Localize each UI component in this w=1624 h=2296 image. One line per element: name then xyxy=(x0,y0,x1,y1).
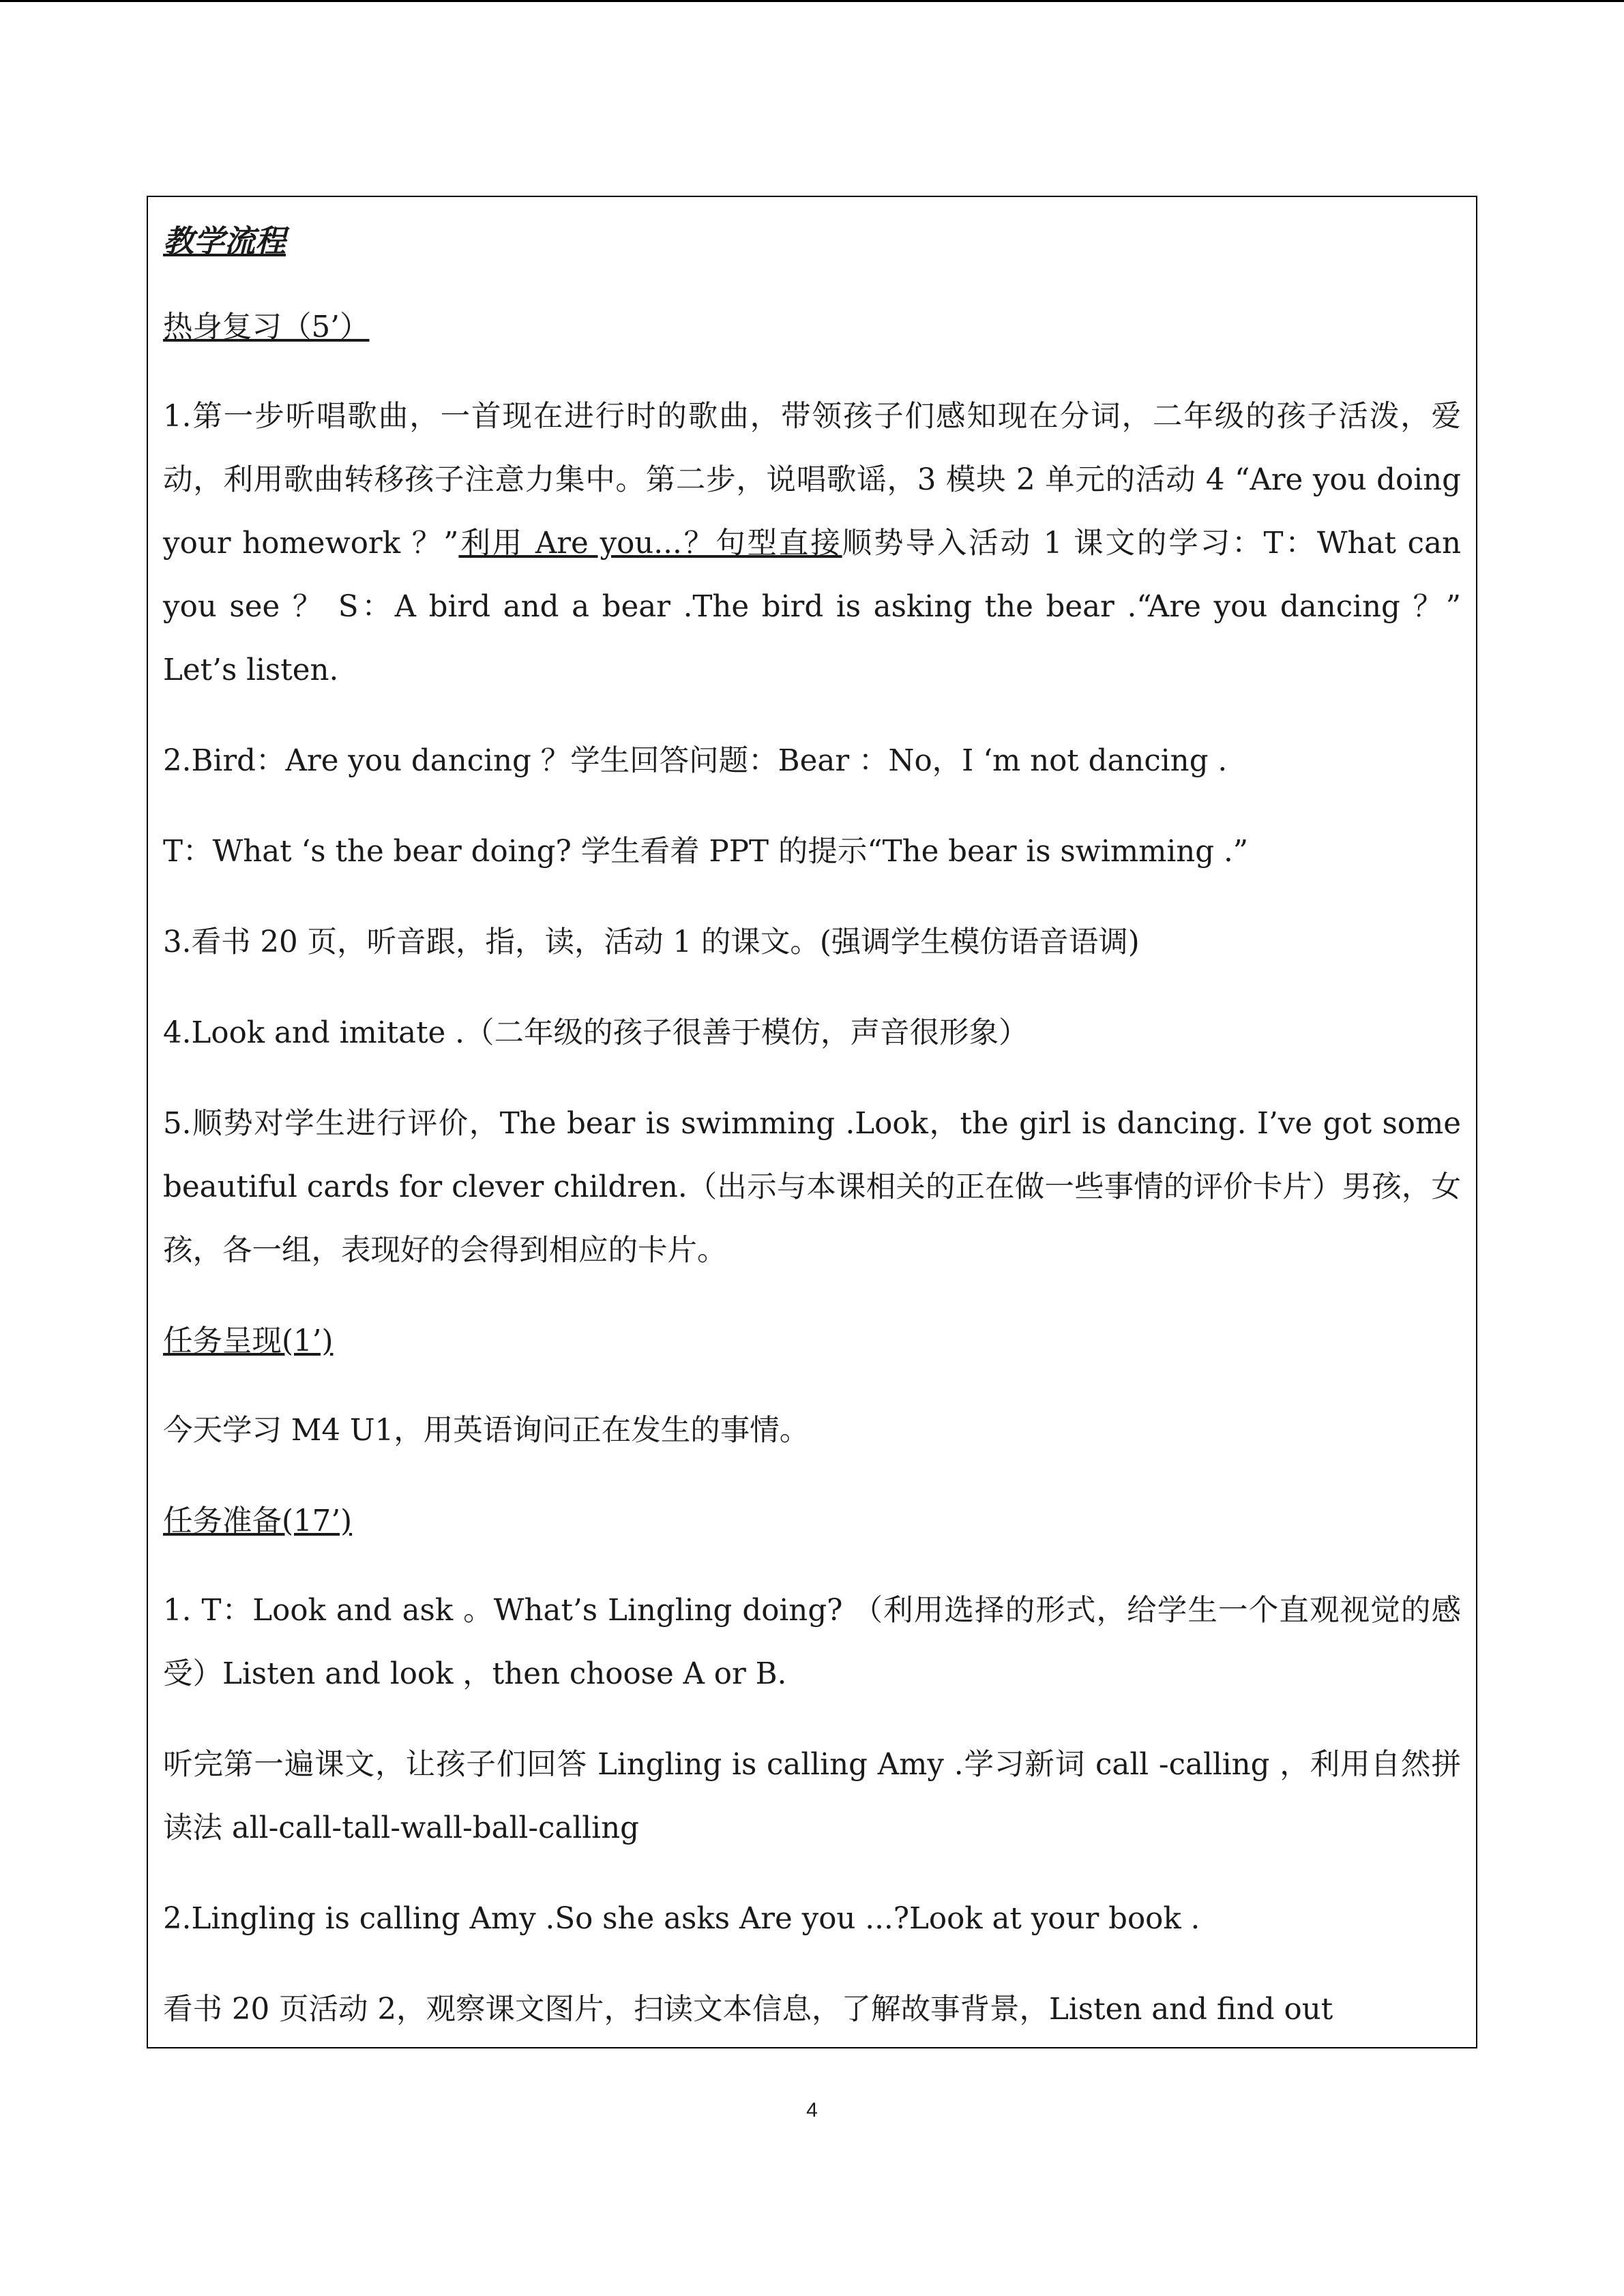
page-number: 4 xyxy=(806,2099,818,2121)
warmup-paragraph-5: 4.Look and imitate .（二年级的孩子很善于模仿，声音很形象） xyxy=(163,1016,1029,1050)
warmup-p1-underlined: 利用 Are you...？句型直接 xyxy=(458,526,842,561)
section-title: 教学流程 xyxy=(163,223,286,259)
warmup-heading: 热身复习（5’） xyxy=(163,310,370,344)
warmup-paragraph-2: 2.Bird：Are you dancing ？学生回答问题：Bear ：No，I ‘m not dancing . xyxy=(163,744,1228,778)
task-preparation-paragraph-2: 听完第一遍课文，让孩子们回答 Lingling is calling Amy .学习新词 call -calling ，利用自然拼读法 all-call-tall-wall-ball-calling xyxy=(163,1748,1461,1845)
warmup-paragraph-6: 5.顺势对学生进行评价，The bear is swimming .Look，the girl is dancing. I’ve got some beautiful cards for clever children.（出示与本课相关的正在做一些事情的评价卡片）男孩，女孩，各一组，表现好的会得到相应的卡片。 xyxy=(163,1107,1461,1268)
warmup-p1-text-a: 1.第一步听唱歌曲，一首现在进行时的歌曲，带领孩子们感知现在分词，二年级的孩子活泼，爱动，利用歌曲转移孩子注意力集中。第二步，说唱歌谣，3 模块 2 单元的活动 4 “Are you doing your homework ？” xyxy=(163,400,1461,561)
task-preparation-heading: 任务准备(17’) xyxy=(163,1504,353,1538)
warmup-p1-text-b: 顺势导入活动 1 课文的学习：T：What can you see ？ S：A bird and a bear .The bird is asking the bear .“Are you dancing ？” Let’s listen. xyxy=(163,526,1461,687)
top-border-line xyxy=(0,0,1624,2)
task-presentation-heading: 任务呈现(1’) xyxy=(163,1324,334,1358)
task-preparation-paragraph-4: 看书 20 页活动 2，观察课文图片，扫读文本信息，了解故事背景，Listen and find out xyxy=(163,1993,1333,2027)
warmup-paragraph-1 xyxy=(163,385,1461,702)
task-preparation-paragraph-3: 2.Lingling is calling Amy .So she asks Are you ...?Look at your book . xyxy=(163,1902,1200,1936)
task-presentation-paragraph: 今天学习 M4 U1，用英语询问正在发生的事情。 xyxy=(163,1414,810,1448)
warmup-paragraph-3: T：What ‘s the bear doing? 学生看着 PPT 的提示“The bear is swimming .” xyxy=(163,835,1249,869)
warmup-paragraph-4: 3.看书 20 页，听音跟，指，读，活动 1 的课文。(强调学生模仿语音语调) xyxy=(163,925,1140,959)
task-preparation-paragraph-1: 1. T：Look and ask 。What’s Lingling doing? （利用选择的形式，给学生一个直观视觉的感受）Listen and look ，then choose A or B. xyxy=(163,1594,1461,1691)
lesson-procedure-box xyxy=(147,196,1477,2048)
